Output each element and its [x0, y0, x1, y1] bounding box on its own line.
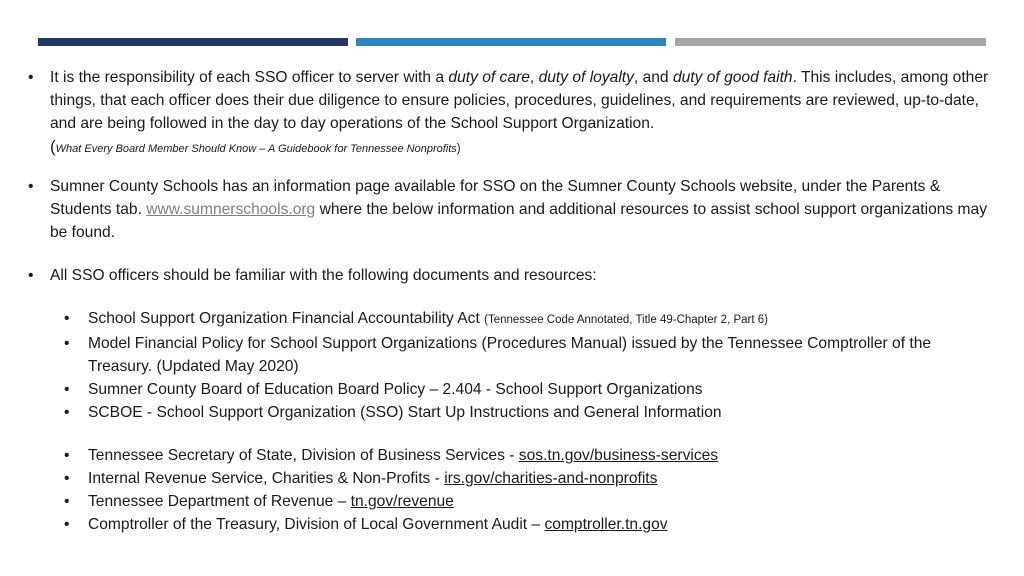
bullet-icon: • — [64, 335, 70, 352]
bullet-icon: • — [64, 381, 70, 398]
bullet-text: where the below information and additional resources to assist school support organizations may be found. — [50, 201, 987, 241]
citation-open: ( — [50, 137, 56, 156]
bullet-icon: • — [64, 404, 70, 421]
sumnerschools-link[interactable]: www.sumnerschools.org — [146, 201, 316, 218]
list-item — [28, 444, 996, 467]
duty-of-care: duty of care — [448, 69, 530, 86]
citation-close: ) — [456, 143, 461, 155]
resource-text: Internal Revenue Service, Charities & Non-Profits - — [88, 470, 445, 487]
doc-citation: (Tennessee Code Annotated, Title 49-Chapter 2, Part 6) — [484, 314, 768, 326]
bullet-icon: • — [64, 447, 70, 464]
list-item — [28, 307, 996, 332]
list-item — [28, 513, 996, 536]
resource-text: Tennessee Secretary of State, Division of Business Services - — [88, 447, 519, 464]
bullet-icon: • — [64, 493, 70, 510]
doc-text: School Support Organization Financial Accountability Act — [88, 310, 485, 327]
list-item — [28, 378, 996, 401]
doc-text: Sumner County Board of Education Board Policy – 2.404 - School Support Organizations — [88, 381, 703, 398]
resource-text: Tennessee Department of Revenue – — [88, 493, 351, 510]
slide-content — [28, 66, 996, 536]
bullet-text: . This includes, among other things, that each officer does their due diligence to ensure policies, procedures, guidelines, and requirements are reviewed, up-to-date, and are being followed in the day to day operations of the School Support Organization. — [50, 69, 989, 132]
list-item — [28, 332, 996, 378]
duty-of-good-faith: duty of good faith — [672, 69, 793, 86]
resource-text: Comptroller of the Treasury, Division of Local Government Audit – — [88, 516, 545, 533]
bullet-text: , and — [633, 69, 673, 86]
bullet-text: Sumner County Schools has an information page available for SSO on the Sumner County Schools website, under the Parents & Students tab. — [50, 178, 941, 218]
citation: What Every Board Member Should Know – A Guidebook for Tennessee Nonprofits — [55, 143, 457, 155]
bullet-icon: • — [28, 267, 34, 284]
accent-bar-navy — [38, 38, 348, 46]
list-item — [28, 490, 996, 513]
accent-bar-gray — [675, 38, 986, 46]
bullet-icon: • — [64, 470, 70, 487]
bullet-info-page — [28, 175, 996, 244]
list-item — [28, 467, 996, 490]
doc-text: SCBOE - School Support Organization (SSO) Start Up Instructions and General Information — [88, 404, 722, 421]
bullet-icon: • — [28, 178, 34, 195]
accent-bar-blue — [356, 38, 666, 46]
bullet-icon: • — [64, 516, 70, 533]
irs-link[interactable]: irs.gov/charities-and-nonprofits — [444, 470, 658, 487]
bullet-text: It is the responsibility of each SSO officer to server with a — [50, 69, 449, 86]
sos-link[interactable]: sos.tn.gov/business-services — [518, 447, 719, 464]
bullet-text: , — [529, 69, 539, 86]
list-item — [28, 401, 996, 424]
comptroller-link[interactable]: comptroller.tn.gov — [544, 516, 668, 533]
doc-text: Model Financial Policy for School Support Organizations (Procedures Manual) issued by the Tennessee Comptroller of the Treasury. (Updated May 2020) — [88, 335, 932, 375]
header-accent-bars — [38, 38, 986, 46]
bullet-icon: • — [28, 69, 34, 86]
bullet-icon: • — [64, 310, 70, 327]
bullet-fiduciary-duties — [28, 66, 996, 161]
tn-revenue-link[interactable]: tn.gov/revenue — [350, 493, 454, 510]
duty-of-loyalty: duty of loyalty — [538, 69, 634, 86]
bullet-text: All SSO officers should be familiar with the following documents and resources: — [50, 267, 597, 284]
bullet-documents-intro — [28, 264, 996, 287]
